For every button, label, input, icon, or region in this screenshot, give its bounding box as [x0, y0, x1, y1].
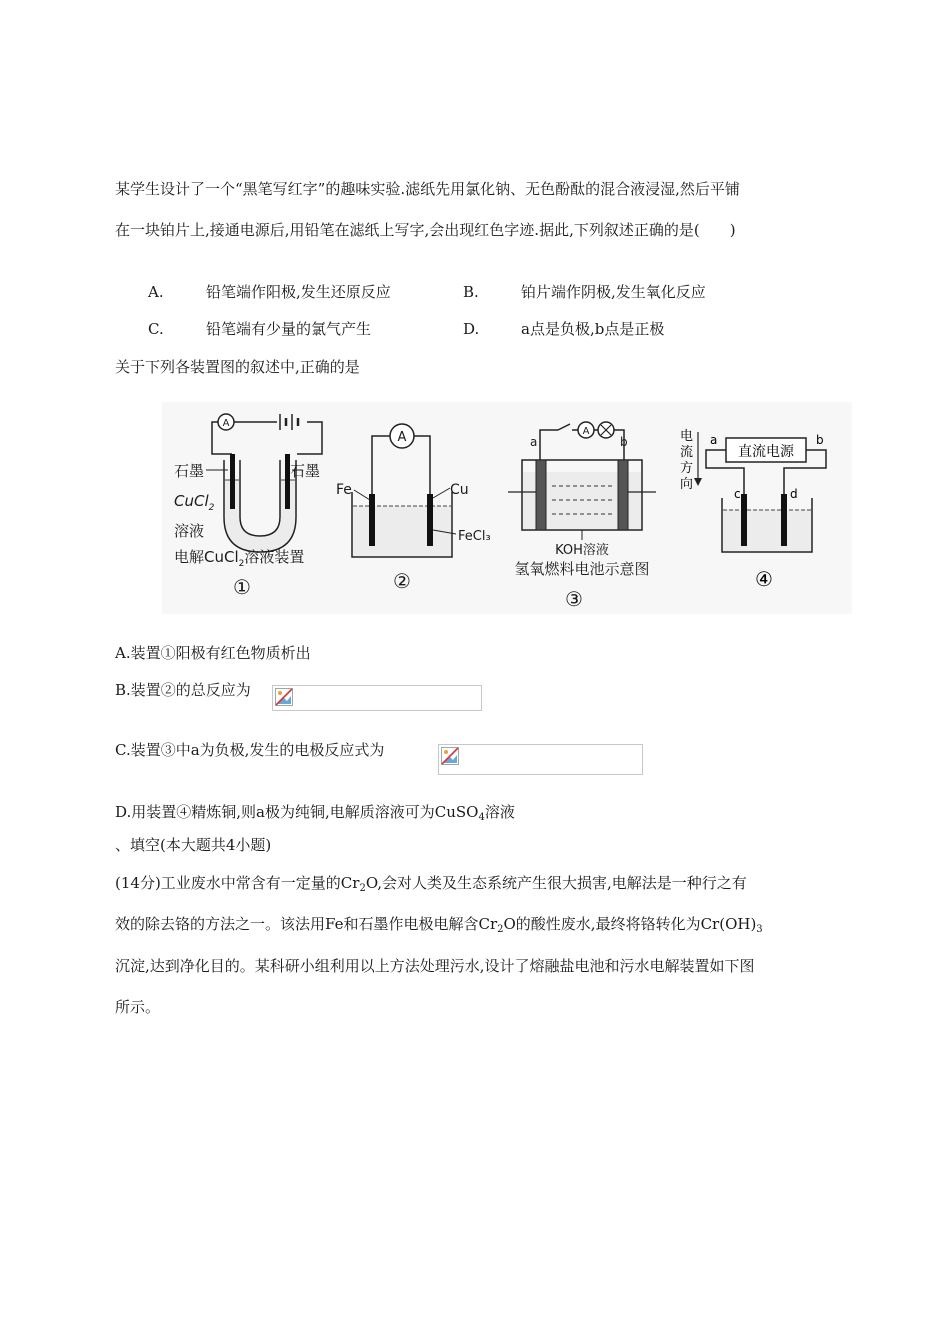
fe-electrode: [369, 494, 375, 546]
electrode-b: [618, 460, 628, 530]
device-1-solution-word: 溶液: [174, 522, 205, 540]
q2-option-a: A.装置①阳极有红色物质析出: [115, 644, 311, 662]
q1-option-a: [148, 281, 391, 302]
device-4-c-label: c: [734, 487, 741, 501]
current-direction-char-4: 向: [680, 477, 694, 492]
device-3-a-label: a: [530, 435, 538, 449]
q2-option-d: [115, 801, 515, 823]
device-3-solution-label: KOH溶液: [555, 543, 609, 558]
q3-line-3: 沉淀,达到净化目的。某科研小组利用以上方法处理污水,设计了熔融盐电池和污水电解装置如下图: [115, 957, 755, 975]
device-3-b-label: b: [620, 435, 628, 449]
device-1-meter-label: A: [222, 418, 230, 429]
q1-stem-line-2: 在一块铂片上,接通电源后,用铅笔在滤纸上写字,会出现红色字迹.据此,下列叙述正确的是( ): [115, 221, 736, 239]
q1-option-b: [463, 281, 706, 302]
electrode-c: [741, 494, 747, 546]
q3-line-4: 所示。: [115, 998, 161, 1016]
q2-option-b-equation-image: [272, 685, 482, 711]
q3-line-1-subscript: 2: [359, 883, 366, 894]
device-3-meter-label: A: [582, 426, 590, 437]
device-2-number: ②: [393, 569, 411, 593]
device-1-right-electrode-label: 石墨: [290, 462, 321, 480]
device-1-left-electrode-label: 石墨: [174, 462, 205, 480]
q2-option-d-subscript: 4: [478, 812, 485, 823]
section-heading: 、填空(本大题共4小题): [115, 836, 272, 854]
q1-option-c-label: C.: [148, 320, 164, 338]
q3-line-2-subscript-2: 3: [756, 924, 763, 935]
q1-option-a-label: A.: [148, 283, 164, 301]
q2-option-d-suffix: 溶液: [484, 803, 515, 821]
device-3-caption: 氢氧燃料电池示意图: [514, 560, 650, 578]
device-2-solution-label: FeCl₃: [458, 529, 491, 544]
q3-line-2: [115, 913, 763, 935]
q3-line-2-text: 效的除去铬的方法之一。该法用Fe和石墨作电极电解含Cr: [115, 915, 498, 933]
current-direction-char-3: 方: [680, 461, 694, 476]
broken-image-icon: [441, 747, 459, 765]
q1-option-d: [463, 318, 664, 339]
device-4-d-label: d: [790, 487, 798, 501]
q3-line-1-suffix: O,会对人类及生态系统产生很大损害,电解法是一种行之有: [365, 874, 747, 892]
q1-option-d-label: D.: [463, 320, 480, 338]
graphite-electrode-left: [230, 454, 235, 509]
device-3-number: ③: [565, 587, 583, 611]
device-1-solution-formula: CuCl$_2$: [174, 492, 215, 513]
apparatus-figure: [162, 402, 672, 614]
q1-option-d-text: a点是负极,b点是正极: [521, 320, 665, 338]
electrode-a: [536, 460, 546, 530]
q1-option-c: [148, 318, 371, 339]
q1-option-c-text: 铅笔端有少量的氯气产生: [206, 320, 372, 338]
device-4-electrolysis: [672, 402, 852, 614]
device-2-meter-label: A: [397, 430, 407, 445]
q2-option-c-equation-image: [438, 744, 643, 775]
q1-option-b-text: 铂片端作阴极,发生氧化反应: [521, 283, 706, 301]
broken-image-icon: [275, 688, 293, 706]
q3-line-2-middle: O的酸性废水,最终将铬转化为Cr(OH): [503, 915, 757, 933]
device-4-a-label: a: [710, 433, 718, 447]
q2-stem: 关于下列各装置图的叙述中,正确的是: [115, 358, 360, 376]
q3-line-1-text: (14分)工业废水中常含有一定量的Cr: [115, 874, 360, 892]
q3-line-1: [115, 872, 747, 894]
q2-option-b: B.装置②的总反应为: [115, 681, 251, 699]
electrode-d: [781, 494, 787, 546]
device-4-b-label: b: [816, 433, 824, 447]
q1-option-b-label: B.: [463, 283, 479, 301]
q2-option-d-text: D.用装置④精炼铜,则a极为纯铜,电解质溶液可为CuSO: [115, 803, 479, 821]
q1-option-a-text: 铅笔端作阳极,发生还原反应: [206, 283, 391, 301]
device-1-caption: 电解CuCl$_2$溶液装置: [174, 548, 305, 569]
q2-option-c: C.装置③中a为负极,发生的电极反应式为: [115, 741, 385, 759]
q3-line-2-subscript: 2: [497, 924, 504, 935]
q1-stem-line-1: 某学生设计了一个“黑笔写红字”的趣味实验.滤纸先用氯化钠、无色酚酞的混合液浸湿,然后平铺: [115, 180, 740, 198]
device-4-source-label: 直流电源: [738, 444, 794, 460]
cu-electrode: [427, 494, 433, 546]
device-4-number: ④: [755, 567, 773, 591]
device-2-right-label: Cu: [450, 482, 469, 498]
device-2-left-label: Fe: [336, 482, 352, 498]
current-direction-char-2: 流: [680, 445, 694, 460]
device-1-number: ①: [233, 575, 251, 599]
current-direction-char-1: 电: [680, 429, 694, 444]
